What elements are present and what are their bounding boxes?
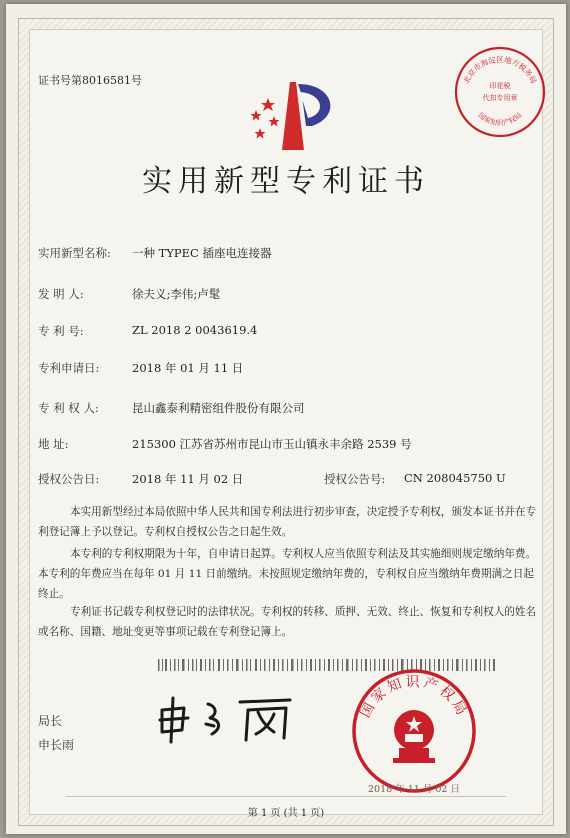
certificate-paper [6, 4, 566, 834]
tax-stamp-sub1: 印花税 [489, 82, 511, 90]
filing-date-label: 专利申请日: [38, 361, 100, 375]
seal-text: 国家知识产权局 [357, 674, 471, 721]
body-paragraph-3: 专利证书记载专利权登记时的法律状况。专利权的转移、质押、无效、终止、恢复和专利权人的姓名或名称、国籍、地址变更等事项记载在专利登记簿上。 [38, 606, 537, 638]
certificate-title: 实用新型专利证书 [142, 164, 430, 199]
handwritten-signature-icon [156, 694, 306, 744]
body-paragraph-2: 本专利的专利权期限为十年，自申请日起算。专利权人应当依照专利法及其实施细则规定缴纳年费。本专利的年费应当在每年 01 月 11 日前缴纳。未按照规定缴纳年费的，专利权自应当缴纳年费期满之日起终止。 [38, 548, 537, 600]
official-seal-icon [349, 666, 479, 796]
page-indicator: 第 1 页 (共 1 页) [247, 808, 325, 819]
name-value: 一种 TYPEC 插座电连接器 [132, 246, 272, 260]
patent-number-label: 专 利 号: [38, 324, 84, 338]
filing-date-value: 2018 年 01 月 11 日 [132, 361, 244, 375]
tax-stamp-text: 北京市海淀区地方税务局 [461, 54, 539, 85]
signature-name: 申长雨 [38, 738, 75, 752]
inventor-value: 徐夫义;李伟;卢髦 [132, 287, 221, 301]
grant-number-label: 授权公告号: [324, 472, 386, 486]
grant-date-label: 授权公告日: [38, 472, 100, 486]
svg-text:国家知识产权局 [477, 111, 524, 128]
seal-date: 2018 年 11 月 02 日 [368, 784, 460, 795]
footer-divider [66, 796, 506, 797]
certificate-number: 证书号第8016581号 [38, 74, 142, 87]
tax-stamp-icon [452, 44, 548, 140]
address-value: 215300 江苏省苏州市昆山市玉山镇永丰余路 2539 号 [132, 437, 412, 451]
patent-office-logo-icon [238, 76, 348, 152]
signature-role: 局长 [38, 714, 63, 728]
name-label: 实用新型名称: [38, 246, 111, 260]
body-paragraph-1: 本实用新型经过本局依照中华人民共和国专利法进行初步审查，决定授予专利权，颁发本证书并在专利登记簿上予以登记。专利权自授权公告之日起生效。 [38, 506, 537, 538]
tax-stamp-sub2: 代扣专用章 [482, 94, 518, 102]
patent-number-value: ZL 2018 2 0043619.4 [132, 323, 258, 337]
patentee-label: 专 利 权 人: [38, 401, 99, 415]
patentee-value: 昆山鑫泰利精密组件股份有限公司 [132, 401, 305, 415]
address-label: 地 址: [38, 437, 69, 451]
inventor-label: 发 明 人: [38, 287, 84, 301]
grant-number-value: CN 208045750 U [404, 471, 506, 485]
grant-date-value: 2018 年 11 月 02 日 [132, 472, 244, 486]
tax-stamp-bottom: 国家知识产权局 [476, 111, 524, 128]
